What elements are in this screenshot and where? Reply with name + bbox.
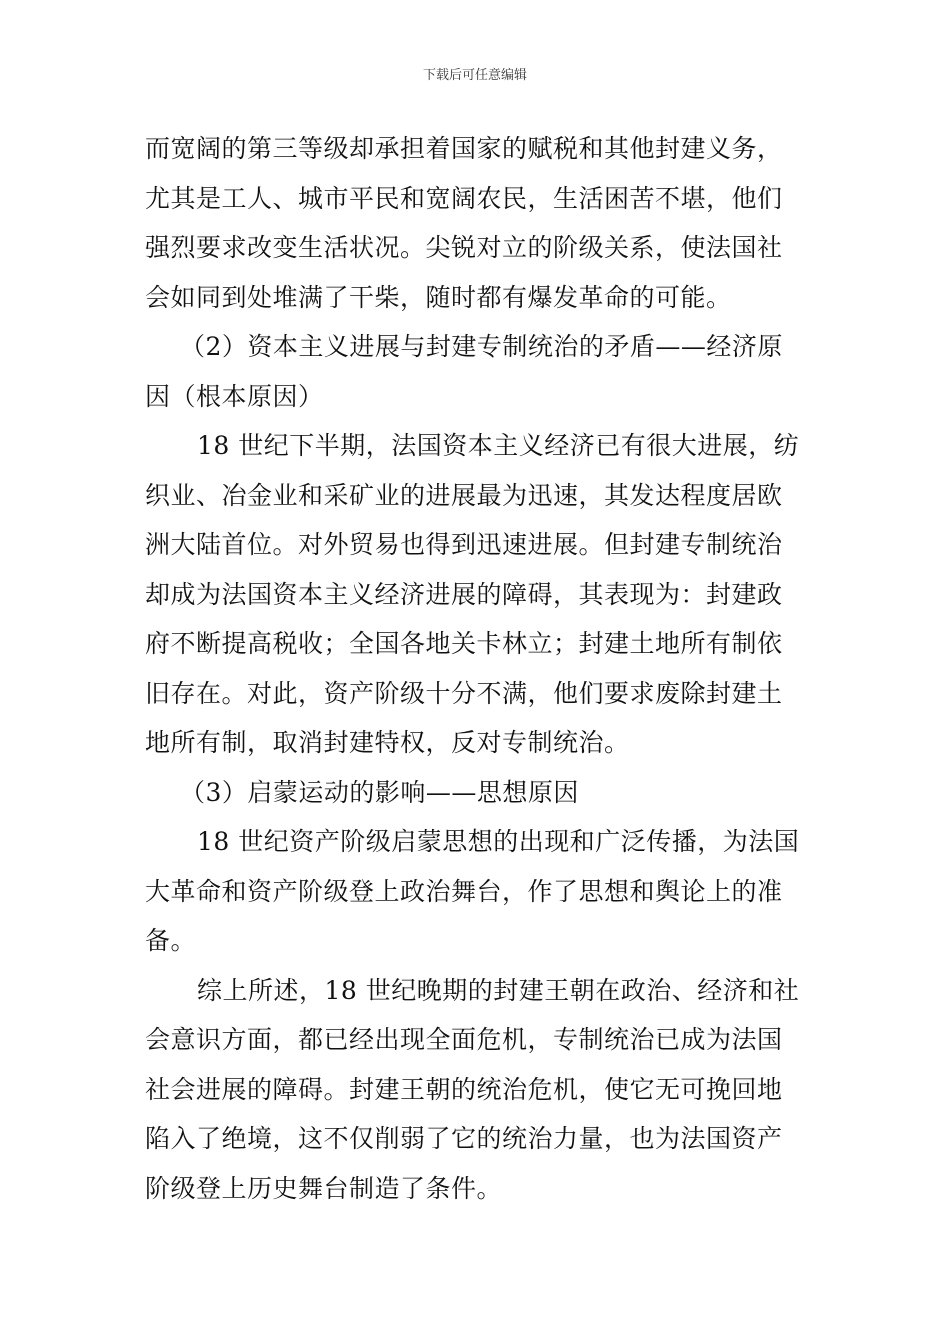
text-line: 因（根本原因） bbox=[145, 381, 324, 411]
text-line: 府不断提高税收；全国各地关卡林立；封建土地所有制依 bbox=[145, 629, 783, 658]
paragraph-start: 18 世纪下半期，法国资本主义经济已有很大进展，纺 bbox=[197, 431, 800, 460]
text-line: 会意识方面，都已经出现全面危机，专制统治已成为法国 bbox=[145, 1025, 783, 1054]
document-body bbox=[145, 124, 835, 1213]
text-line: 却成为法国资本主义经济进展的障碍，其表现为：封建政 bbox=[145, 579, 783, 609]
text-line: 会如同到处堆满了干柴，随时都有爆发革命的可能。 bbox=[145, 282, 732, 312]
section-heading: （2）资本主义进展与封建专制统治的矛盾——经济原 bbox=[180, 332, 783, 361]
text-line: 社会进展的障碍。封建王朝的统治危机，使它无可挽回地 bbox=[145, 1074, 783, 1104]
paragraph-start: 18 世纪资产阶级启蒙思想的出现和广泛传播，为法国 bbox=[197, 827, 800, 856]
text-line: 备。 bbox=[145, 926, 197, 955]
text-line: 大革命和资产阶级登上政治舞台，作了思想和舆论上的准 bbox=[145, 876, 783, 906]
text-line: 而宽阔的第三等级却承担着国家的赋税和其他封建义务， bbox=[145, 134, 783, 163]
text-line: 织业、冶金业和采矿业的进展最为迅速，其发达程度居欧 bbox=[145, 480, 783, 510]
text-line: 强烈要求改变生活状况。尖锐对立的阶级关系，使法国社 bbox=[145, 233, 783, 262]
page-header: 下载后可任意编辑 bbox=[422, 68, 527, 83]
text-line: 阶级登上历史舞台制造了条件。 bbox=[145, 1173, 503, 1203]
text-line: 旧存在。对此，资产阶级十分不满，他们要求废除封建土 bbox=[145, 678, 783, 708]
section-heading: （3）启蒙运动的影响——思想原因 bbox=[180, 777, 579, 807]
text-line: 陷入了绝境，这不仅削弱了它的统治力量，也为法国资产 bbox=[145, 1124, 783, 1153]
text-line: 尤其是工人、城市平民和宽阔农民，生活困苦不堪，他们 bbox=[145, 183, 783, 213]
paragraph-start: 综上所述，18 世纪晚期的封建王朝在政治、经济和社 bbox=[197, 975, 800, 1005]
text-line: 地所有制，取消封建特权，反对专制统治。 bbox=[145, 728, 630, 757]
text-line: 洲大陆首位。对外贸易也得到迅速进展。但封建专制统治 bbox=[145, 530, 783, 559]
